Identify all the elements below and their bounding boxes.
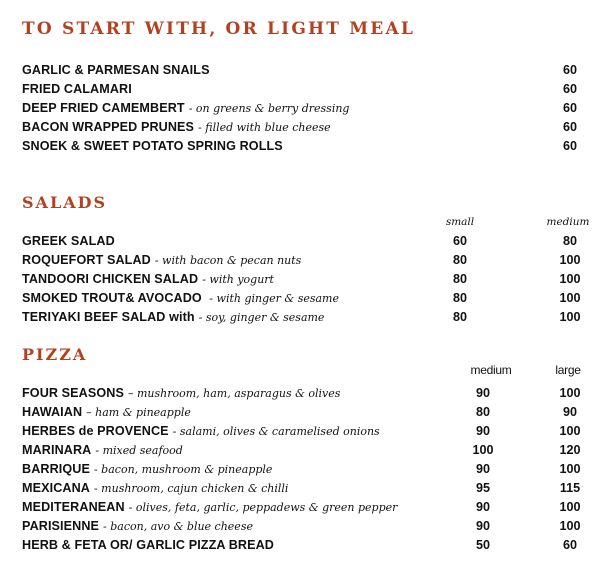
item-description: - with ginger & sesame bbox=[205, 292, 339, 305]
item-description: - mixed seafood bbox=[95, 444, 183, 457]
item-description: - with yogurt bbox=[202, 273, 274, 286]
item-name: HERB & FETA OR/ GARLIC PIZZA BREAD bbox=[22, 538, 275, 552]
item-price-large: 100 bbox=[559, 386, 581, 400]
item-name: SNOEK & SWEET POTATO SPRING ROLLS bbox=[22, 139, 283, 153]
item-price-large: 120 bbox=[559, 443, 581, 457]
item-name: FRIED CALAMARI bbox=[22, 82, 132, 96]
item-name: DEEP FRIED CAMEMBERT bbox=[22, 101, 185, 115]
item-description: - bacon, avo & blue cheese bbox=[103, 520, 253, 533]
starter-row bbox=[22, 99, 582, 118]
salad-row bbox=[22, 270, 582, 289]
salad-row bbox=[22, 308, 582, 327]
salads-col-small: small bbox=[445, 216, 475, 228]
item-price-large: 90 bbox=[562, 405, 577, 419]
item-description: - bacon, mushroom & pineapple bbox=[93, 463, 273, 476]
pizza-row bbox=[22, 479, 582, 498]
item-price-large: 100 bbox=[559, 424, 581, 438]
item-name: GREEK SALAD bbox=[22, 234, 115, 248]
item-price-medium: 90 bbox=[475, 500, 490, 514]
item-name: GARLIC & PARMESAN SNAILS bbox=[22, 63, 210, 77]
item-description: - on greens & berry dressing bbox=[188, 102, 350, 115]
item-description: - salami, olives & caramelised onions bbox=[172, 425, 380, 438]
item-price: 60 bbox=[562, 101, 577, 115]
item-price-large: 115 bbox=[559, 481, 581, 495]
item-price-medium: 90 bbox=[475, 462, 490, 476]
pizza-row bbox=[22, 536, 582, 555]
item-description: – mushroom, ham, asparagus & olives bbox=[127, 387, 341, 400]
item-name: HAWAIAN bbox=[22, 405, 83, 419]
item-name: MEDITERANEAN bbox=[22, 500, 125, 514]
pizza-row bbox=[22, 460, 582, 479]
item-price-medium: 80 bbox=[475, 405, 490, 419]
item-name: MARINARA bbox=[22, 443, 92, 457]
salad-row bbox=[22, 251, 582, 270]
item-name: TANDOORI CHICKEN SALAD bbox=[22, 272, 199, 286]
item-description: - filled with blue cheese bbox=[198, 121, 331, 134]
item-price-small: 80 bbox=[452, 291, 467, 305]
item-description: - with bacon & pecan nuts bbox=[154, 254, 302, 267]
item-price-medium: 50 bbox=[475, 538, 490, 552]
item-price-large: 60 bbox=[562, 538, 577, 552]
item-price-large: 100 bbox=[559, 519, 581, 533]
item-price: 60 bbox=[562, 139, 577, 153]
pizza-col-medium: medium bbox=[470, 363, 512, 377]
item-name: PARISIENNE bbox=[22, 519, 100, 533]
pizza-row bbox=[22, 498, 582, 517]
pizza-row bbox=[22, 422, 582, 441]
item-name: BARRIQUE bbox=[22, 462, 90, 476]
pizza-col-large: large bbox=[555, 363, 581, 377]
salads-title: SALADS bbox=[22, 193, 108, 212]
starter-row bbox=[22, 80, 582, 99]
item-price: 60 bbox=[562, 120, 577, 134]
item-price-medium: 95 bbox=[475, 481, 490, 495]
item-price-medium: 100 bbox=[559, 291, 581, 305]
item-price-medium: 90 bbox=[475, 424, 490, 438]
item-name: FOUR SEASONS bbox=[22, 386, 124, 400]
item-description: – ham & pineapple bbox=[86, 406, 191, 419]
item-name: MEXICANA bbox=[22, 481, 90, 495]
item-price-medium: 80 bbox=[562, 234, 577, 248]
salad-row bbox=[22, 289, 582, 308]
pizza-title: PIZZA bbox=[22, 345, 88, 364]
salad-row bbox=[22, 232, 582, 251]
item-price-medium: 100 bbox=[559, 253, 581, 267]
item-price: 60 bbox=[562, 63, 577, 77]
item-description: - soy, ginger & sesame bbox=[198, 311, 325, 324]
item-name: HERBES de PROVENCE bbox=[22, 424, 169, 438]
item-price-small: 80 bbox=[452, 253, 467, 267]
salads-col-medium: medium bbox=[546, 216, 590, 228]
starter-row bbox=[22, 137, 582, 156]
item-price-medium: 90 bbox=[475, 519, 490, 533]
item-name: ROQUEFORT SALAD bbox=[22, 253, 151, 267]
item-price-large: 100 bbox=[559, 500, 581, 514]
item-price: 60 bbox=[562, 82, 577, 96]
item-price-small: 80 bbox=[452, 310, 467, 324]
item-name: TERIYAKI BEEF SALAD with bbox=[22, 310, 195, 324]
starter-row bbox=[22, 118, 582, 137]
starter-row bbox=[22, 61, 582, 80]
pizza-row bbox=[22, 517, 582, 536]
item-price-medium: 90 bbox=[475, 386, 490, 400]
starters-title: TO START WITH, OR LIGHT MEAL bbox=[22, 19, 415, 39]
item-price-medium: 100 bbox=[559, 310, 581, 324]
item-name: BACON WRAPPED PRUNES bbox=[22, 120, 195, 134]
item-price-large: 100 bbox=[559, 462, 581, 476]
item-name: SMOKED TROUT& AVOCADO bbox=[22, 291, 202, 305]
pizza-row bbox=[22, 441, 582, 460]
pizza-row bbox=[22, 384, 582, 403]
item-price-medium: 100 bbox=[559, 272, 581, 286]
pizza-row bbox=[22, 403, 582, 422]
item-description: - olives, feta, garlic, peppadews & green pepper bbox=[128, 501, 398, 514]
item-price-small: 60 bbox=[452, 234, 467, 248]
item-price-small: 80 bbox=[452, 272, 467, 286]
item-price-medium: 100 bbox=[472, 443, 494, 457]
item-description: - mushroom, cajun chicken & chilli bbox=[93, 482, 289, 495]
